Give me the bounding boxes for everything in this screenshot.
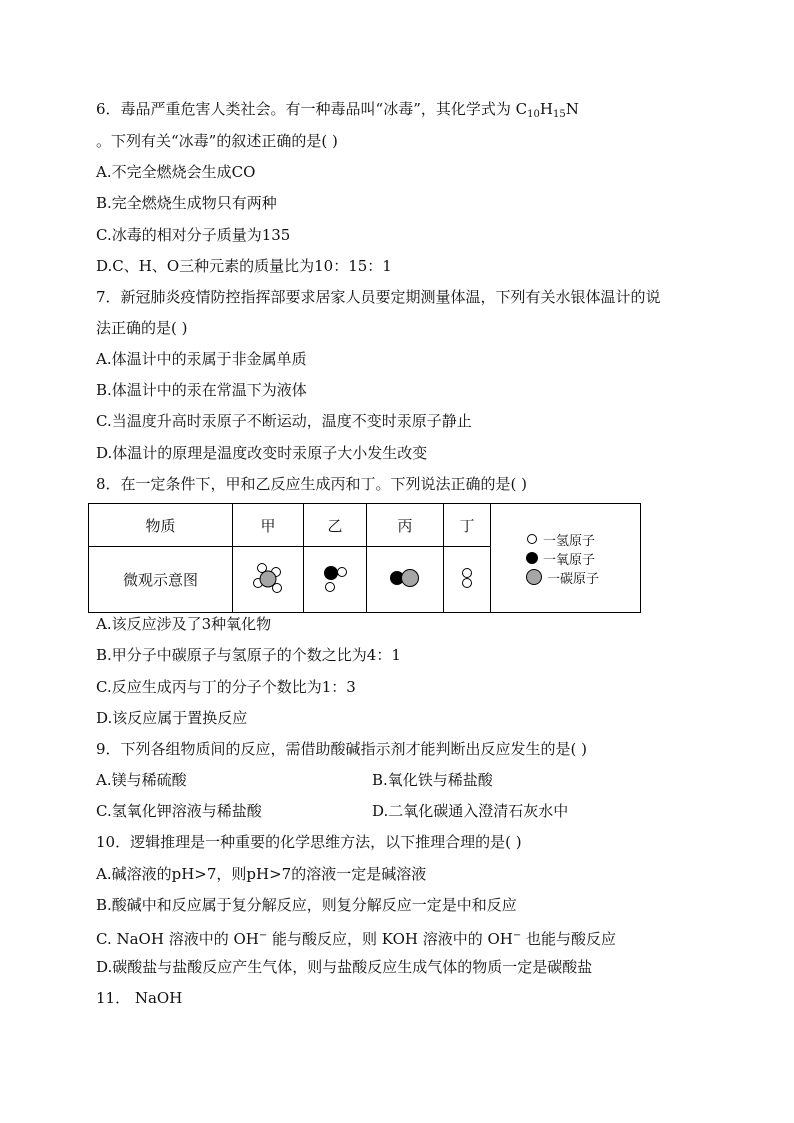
hydrogen-molecule-icon — [459, 565, 475, 591]
q10-option-c: C. NaOH 溶液中的 OH− 能与酸反应，则 KOH 溶液中的 OH− 也能与酸反应 — [96, 930, 617, 948]
atom-legend — [491, 504, 641, 613]
q7-option-a: A.体温计中的汞属于非金属单质 — [96, 350, 307, 368]
q8-stem: 8．在一定条件下，甲和乙反应生成丙和丁。下列说法正确的是( ) — [96, 475, 528, 493]
q7-option-b: B.体温计中的汞在常温下为液体 — [96, 381, 307, 399]
table-header-yi: 乙 — [304, 504, 367, 547]
q6-stem-line1: 6．毒品严重危害人类社会。有一种毒品叫“冰毒”，其化学式为 $C_{10}H_{15}N$ — [96, 100, 579, 120]
legend-oxygen: 一氧原子 — [525, 549, 640, 568]
q10-option-a: A.碱溶液的pH>7，则pH>7的溶液一定是碱溶液 — [96, 865, 427, 883]
q8-substance-table — [88, 503, 641, 613]
q6-option-b: B.完全燃烧生成物只有两种 — [96, 194, 277, 212]
q6-stem-line2: 。下列有关“冰毒”的叙述正确的是( ) — [96, 132, 338, 150]
q8-option-a: A.该反应涉及了3种氧化物 — [96, 615, 272, 633]
hydrogen-atom-icon — [525, 532, 539, 546]
q6-option-a: A.不完全燃烧会生成CO — [96, 163, 256, 181]
carbon-atom-icon — [525, 568, 543, 586]
table-header-ding: 丁 — [444, 504, 491, 547]
q11-stem: 11． NaOH — [96, 989, 183, 1007]
q7-stem-line1: 7．新冠肺炎疫情防控指挥部要求居家人员要定期测量体温，下列有关水银体温计的说 — [96, 288, 661, 306]
q6-option-c: C.冰毒的相对分子质量为135 — [96, 226, 291, 244]
q8-option-d: D.该反应属于置换反应 — [96, 709, 248, 727]
carbon-monoxide-molecule-icon — [385, 566, 425, 590]
q8-option-b: B.甲分子中碳原子与氢原子的个数之比为4：1 — [96, 646, 401, 664]
table-row-label: 微观示意图 — [89, 547, 233, 613]
q10-option-d: D.碳酸盐与盐酸反应产生气体，则与盐酸反应生成气体的物质一定是碳酸盐 — [96, 958, 593, 976]
q10-option-b: B.酸碱中和反应属于复分解反应，则复分解反应一定是中和反应 — [96, 896, 517, 914]
molecule-bing — [367, 547, 444, 613]
methane-molecule-icon — [248, 558, 288, 598]
q7-option-d: D.体温计的原理是温度改变时汞原子大小发生改变 — [96, 444, 428, 462]
q6-option-d: D.C、H、O三种元素的质量比为10：15：1 — [96, 257, 392, 275]
q7-option-c: C.当温度升高时汞原子不断运动，温度不变时汞原子静止 — [96, 412, 472, 430]
legend-carbon: 一碳原子 — [525, 568, 640, 587]
table-header-bing: 丙 — [367, 504, 444, 547]
oxygen-atom-icon — [525, 551, 539, 565]
table-header-jia: 甲 — [233, 504, 304, 547]
q10-stem: 10．逻辑推理是一种重要的化学思维方法，以下推理合理的是( ) — [96, 833, 522, 851]
table-header-substance: 物质 — [89, 504, 233, 547]
molecule-ding — [444, 547, 491, 613]
q9-option-c: C.氢氧化钾溶液与稀盐酸 — [96, 802, 262, 820]
molecule-yi — [304, 547, 367, 613]
q8-option-c: C.反应生成丙与丁的分子个数比为1：3 — [96, 678, 356, 696]
q9-stem: 9．下列各组物质间的反应，需借助酸碱指示剂才能判断出反应发生的是( ) — [96, 740, 588, 758]
water-molecule-icon — [318, 561, 352, 595]
q7-stem-line2: 法正确的是( ) — [96, 319, 188, 337]
q9-option-d: D.二氧化碳通入澄清石灰水中 — [372, 802, 569, 820]
molecule-jia — [233, 547, 304, 613]
legend-hydrogen: 一氢原子 — [525, 530, 640, 549]
q9-option-b: B.氧化铁与稀盐酸 — [372, 771, 493, 789]
q9-option-a: A.镁与稀硫酸 — [96, 771, 187, 789]
